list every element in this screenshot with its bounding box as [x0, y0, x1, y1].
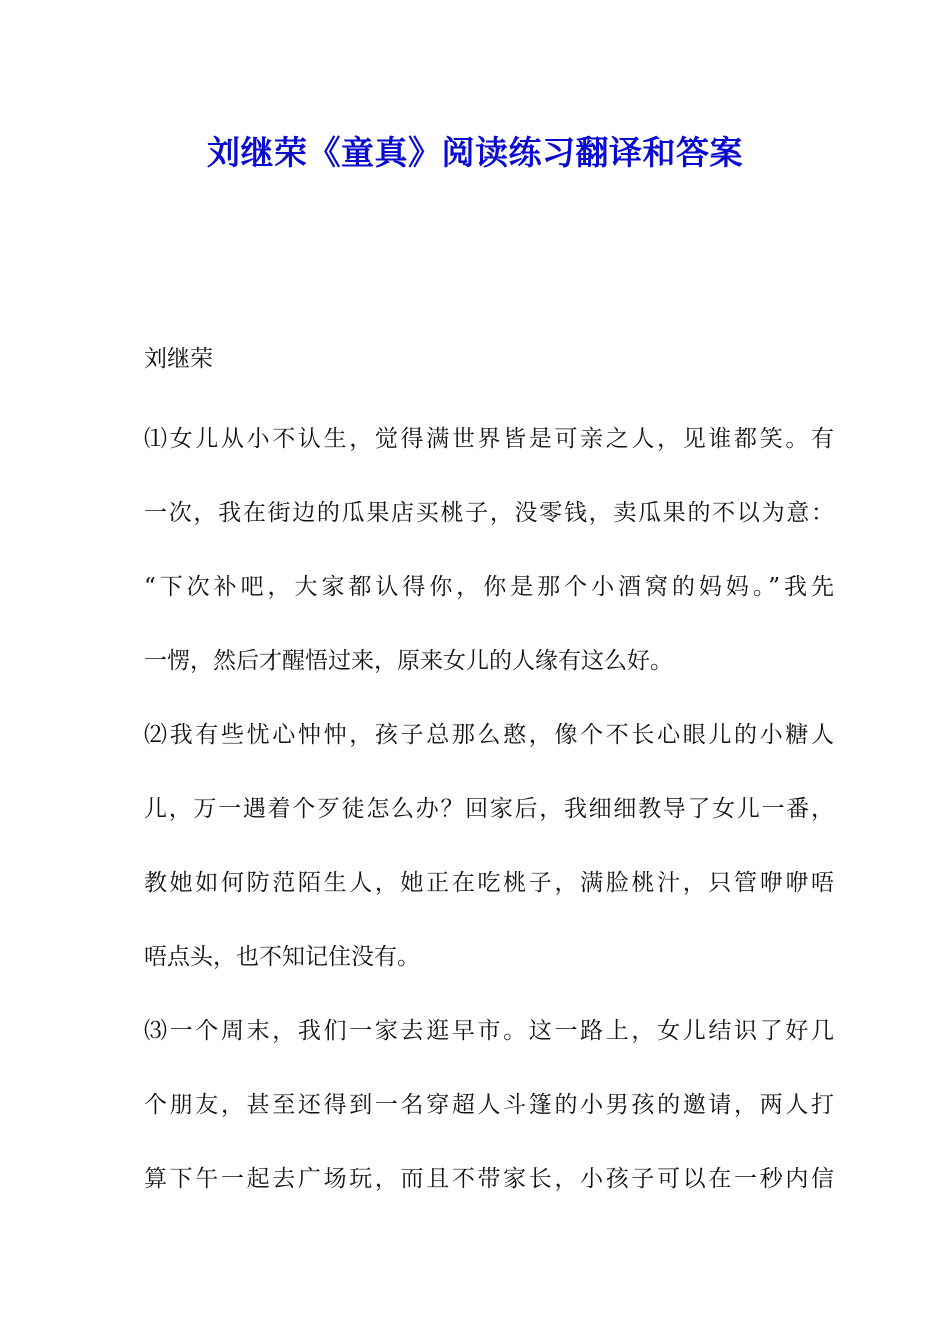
- document-title: 刘继荣《童真》阅读练习翻译和答案: [207, 133, 743, 172]
- paragraph-1: [144, 415, 834, 711]
- article-body: [144, 415, 834, 1229]
- text-line: ⑴女儿从小不认生，觉得满世界皆是可亲之人，见谁都笑。有: [144, 426, 834, 452]
- text-line: 一愣，然后才醒悟过来，原来女儿的人缘有这么好。: [144, 648, 673, 674]
- text-line: 一次，我在街边的瓜果店买桃子，没零钱，卖瓜果的不以为意：: [144, 500, 834, 526]
- text-line: 唔点头，也不知记住没有。: [144, 944, 420, 970]
- text-line: 个朋友，甚至还得到一名穿超人斗篷的小男孩的邀请，两人打: [144, 1092, 834, 1118]
- author-name: 刘继荣: [144, 346, 213, 372]
- text-line: “下次补吧，大家都认得你，你是那个小酒窝的妈妈。”我先: [144, 574, 834, 600]
- text-line: 教她如何防范陌生人，她正在吃桃子，满脸桃汁，只管咿咿唔: [144, 870, 834, 896]
- paragraph-3: [144, 1007, 834, 1229]
- text-line: 儿，万一遇着个歹徒怎么办？回家后，我细细教导了女儿一番，: [144, 796, 834, 822]
- paragraph-2: [144, 711, 834, 1007]
- text-line: 算下午一起去广场玩，而且不带家长，小孩子可以在一秒内信: [144, 1166, 834, 1192]
- text-line: ⑵我有些忧心忡忡，孩子总那么憨，像个不长心眼儿的小糖人: [144, 722, 834, 748]
- text-line: ⑶一个周末，我们一家去逛早市。这一路上，女儿结识了好几: [144, 1018, 834, 1044]
